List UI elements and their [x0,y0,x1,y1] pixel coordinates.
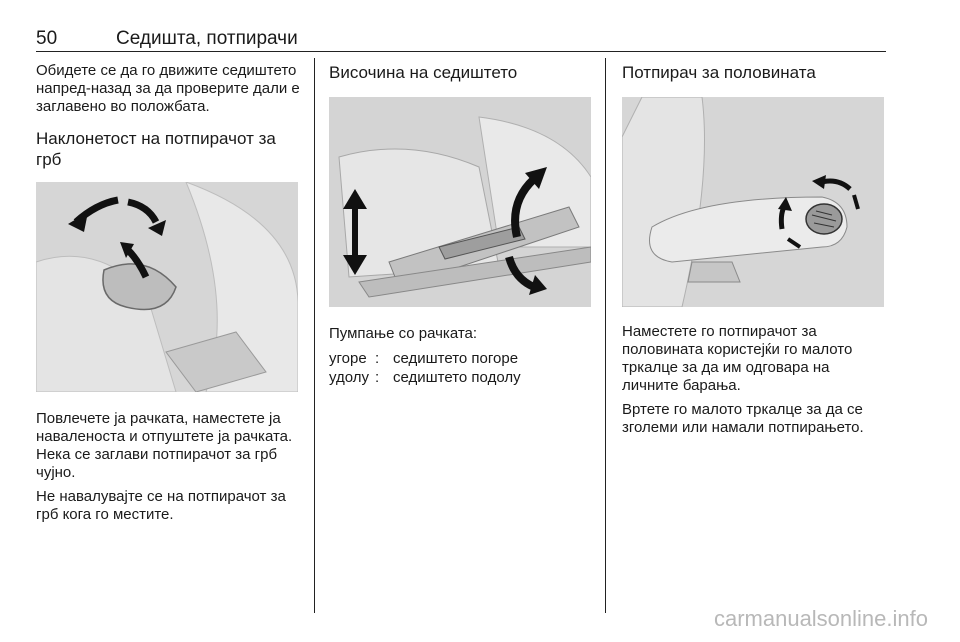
pump-table [329,349,521,387]
term: удолу [329,369,370,386]
column-divider-2 [605,58,606,613]
column-1 [36,62,300,524]
backrest-instruction: Повлечете ја рачката, наместете ја наваленоста и отпуштете ја рачката. Нека се заглави потпирачот за грб чујно. [36,410,293,481]
separator: : [375,369,380,386]
seat-height-illustration [329,97,591,307]
column-2 [329,62,591,387]
intro-paragraph: Обидете се да го движите седиштето напред-назад за да проверите дали е заглавено во положбата. [36,62,300,115]
page-number: 50 [36,28,58,49]
column-divider-1 [314,58,315,613]
table-row [329,368,521,387]
backrest-warning: Не навалувајте се на потпирачот за грб кога го местите. [36,488,286,523]
lumbar-heading: Потпирач за половината [622,63,816,82]
column-3 [622,62,886,437]
term: угоре [329,350,367,367]
lumbar-illustration [622,97,884,307]
separator: : [375,350,380,367]
lumbar-adjust-note: Вртете го малото тркалце за да се зголеми или намали потпирањето. [622,401,864,436]
page-title: Седишта, потпирачи [116,28,298,49]
pump-instruction: Пумпање со рачката: [329,325,478,342]
watermark: carmanualsonline.info [713,606,928,631]
description: седиштето погоре [393,350,519,367]
backrest-illustration [36,182,298,392]
description: седиштето подолу [393,369,521,386]
page-header [36,26,886,52]
lumbar-instruction: Наместете го потпирачот за половината користејќи го малото тркалце за да им одговара на личните барања. [622,323,853,394]
seat-height-heading: Височина на седиштето [329,63,518,82]
header-rule [36,51,886,52]
backrest-heading: Наклонетост на потпирачот за грб [36,129,276,169]
table-row [329,349,521,368]
